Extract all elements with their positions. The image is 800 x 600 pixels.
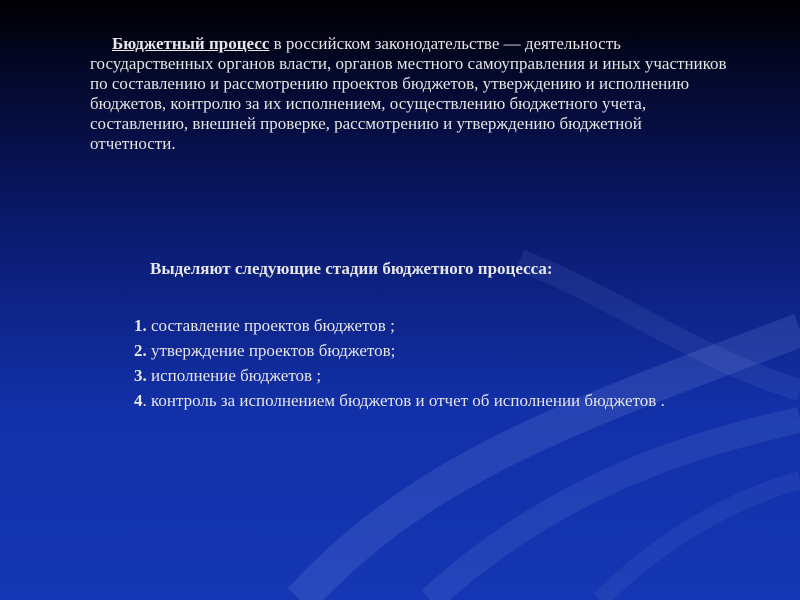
list-item — [134, 338, 734, 363]
stage-text: составление проектов бюджетов ; — [146, 316, 395, 335]
list-item — [134, 363, 734, 388]
stage-number: 3. — [134, 366, 147, 385]
stage-text: . контроль за исполнением бюджетов и отчет об исполнении бюджетов . — [142, 391, 665, 410]
stages-heading: Выделяют следующие стадии бюджетного процесса: — [150, 259, 553, 278]
list-item — [134, 388, 734, 413]
definition-text: в российском законодательстве — деятельность государственных органов власти, органов местного самоуправления и иных участников по составлению и рассмотрению проектов бюджетов, утверждению и исполнению бюджетов, контролю за их исполнением, осуществлению бюджетного учета, составлению, внешней проверке, рассмотрению и утверждению бюджетной отчетности. — [90, 34, 727, 153]
stage-text: исполнение бюджетов ; — [146, 366, 322, 385]
definition-paragraph — [90, 34, 730, 154]
definition-term: Бюджетный процесс — [112, 34, 270, 53]
stage-number: 4 — [134, 391, 143, 410]
stages-list — [134, 313, 734, 413]
list-item — [134, 313, 734, 338]
stage-text: утверждение проектов бюджетов; — [146, 341, 396, 360]
stage-number: 2. — [134, 341, 147, 360]
stage-number: 1. — [134, 316, 147, 335]
